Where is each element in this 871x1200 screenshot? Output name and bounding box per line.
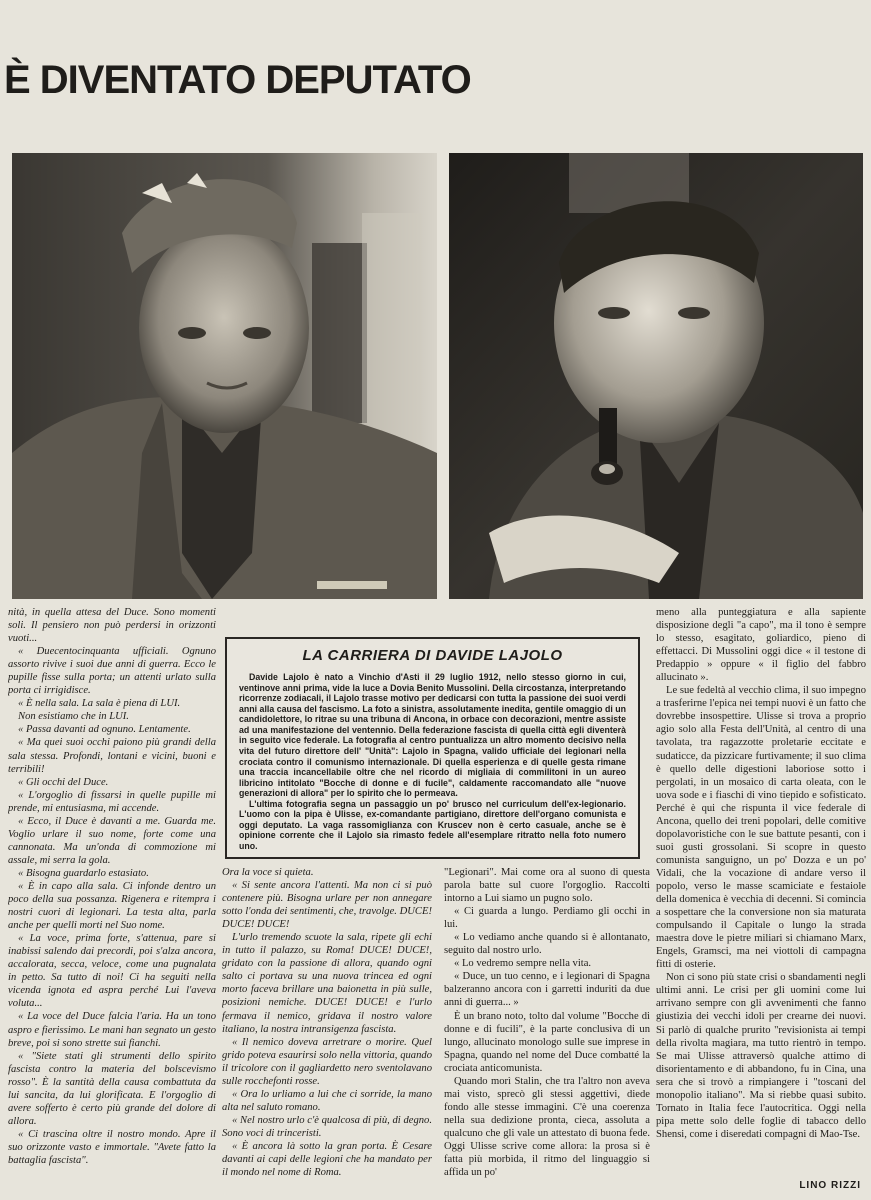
article-paragraph: « Il nemico doveva arretrare o morire. Quel grido poteva esaurirsi solo nella vittoria, quando il tricolore con il gagliardetto nero sventolavano sulle rocchefonti rosse.: [222, 1036, 432, 1087]
article-paragraph: « Ma quei suoi occhi paiono più grandi della sala stessa. Profondi, lontani e vicini, buoni e terribili!: [8, 737, 216, 775]
box-paragraph: L'ultima fotografia segna un passaggio un po' brusco nel curriculum dell'ex-legionario. L'uomo con la pipa è Ulisse, ex-comandante partigiano, direttore dell'organo comunista e oggi deputato. La vaga rassomiglianza con Kruscev non è certo casuale, anche se è opinione corrente che il Lajolo sia rimasto fedele all'esemplare ritratto nella foto numero uno.: [239, 798, 626, 851]
man-with-pipe-image: [449, 153, 863, 599]
soldier-portrait-image: [12, 153, 437, 599]
article-paragraph: « È nella sala. La sala è piena di LUI.: [18, 698, 181, 710]
box-text: [239, 672, 626, 852]
article-paragraph: L'urlo tremendo scuote la sala, ripete gli echi in tutto il palazzo, su Roma! DUCE! DUCE!, gridato con la passione di allora, quando ogni salto ci portava su una nuova trincea ed ogni morto faceva brillare una baionetta in più sulle, posizioni nemiche. DUCE! DUCE! e l'urlo fermava il nemico, gridava il nostro valore italiano, la nostra intransigenza fascista.: [222, 932, 432, 1035]
box-title: LA CARRIERA DI DAVIDE LAJOLO: [302, 647, 563, 664]
article-paragraph: « Lo vedremo sempre nella vita.: [454, 958, 592, 970]
article-paragraph: « Nel nostro urlo c'è qualcosa di più, di degno. Sono voci di trinceristi.: [222, 1114, 432, 1139]
article-paragraph: « Ci guarda a lungo. Perdiamo gli occhi in lui.: [444, 906, 650, 931]
article-paragraph: « Ci trascina oltre il nostro mondo. Apre il suo orizzonte vasto e immortale. "Avete fatto la battaglia fascista".: [8, 1128, 216, 1166]
article-paragraph: Ora la voce si quieta.: [222, 867, 314, 878]
article-column-3: [444, 866, 650, 1196]
box-paragraph: Davide Lajolo è nato a Vinchio d'Asti il 29 luglio 1912, nello stesso giorno in cui, ventinove anni prima, vide la luce a Dovia Benito Mussolini. Della circostanza, interpretando ricorrenze zodiacali, il Lajolo trasse motivo per dedicarsi con tutta la passione dei suoi verdi anni alla causa del fascismo. La foto a sinistra, assolutamente inedita, gentile omaggio di un candidolettore, lo ritrae su una tribuna di Ancona, in orbace con decorazioni, mentre assiste ad una manifestazione del ventennio. Della federazione fascista di quella città egli diventerà in seguito vice federale. La fotografia al centro puntualizza un altro momento decisivo nella vita del futuro direttore dell' "Unità": Lajolo in Spagna, valido ufficiale dei legionari nella crociata contro il comunismo internazionale. Di quella esperienza e di quelle gesta rimane una traccia incancellabile oltre che nel ricordo di migliaia di commilitoni in un aureo libricino intitolato "Bocche di donne e di fucile", caldamente raccomandato alle "nuove generazioni di allora" per lo spirito che lo permeava.: [239, 672, 626, 799]
man-with-pipe-photo: [449, 153, 863, 599]
author-byline: LINO RIZZI: [799, 1180, 861, 1191]
article-paragraph: « Duecentocinquanta ufficiali. Ognuno assorto rivive i suoi due anni di guerra. Ecco le pupille fisse sulla porta; un attenti urlato sulla porta ci irrigidisce.: [8, 646, 216, 697]
article-paragraph: « Duce, un tuo cenno, e i legionari di Spagna balzeranno ancora con i garretti induriti da due anni di guerra... »: [444, 971, 650, 1009]
article-paragraph: « La voce, prima forte, s'attenua, pare si inabissi salendo dai precordi, poi s'alza ancora, accalorata, secca, veloce, come una pugnalata in petto. Sa tutto di noi! Ci ha seguiti nella vicenda ignota ed aspra perché Lui l'aveva voluta...: [8, 933, 216, 1010]
article-column-2: [222, 866, 432, 1196]
article-paragraph: Non ci sono più state crisi o sbandamenti negli ultimi anni. Le crisi per gli uomini come lui arrivano sempre con gli avvenimenti che fanno giustizia dei vecchi idoli per crearne dei nuovi. Si parlò di qualche prurito "revisionista ai tempi della rivolta magiara, ma tutto rientrò in tempo. Se mai Ulisse attraversò qualche attimo di disorientamento e di abbandono, fu in Cina, una sera che si trovò a rimpiangere i "toscani del monopolio italiano". Ma si riebbe quasi subito. Tornato in Italia fece l'autocritica. Oggi nella pipa mette solo delle foglie di tabacco dello Shensi, come i diseredati compagni di Mao-Tse.: [656, 972, 866, 1140]
article-paragraph: « È ancora là sotto la gran porta. È Cesare davanti ai capi delle legioni che ha mandato per il mondo nel nome di Roma.: [222, 1140, 432, 1179]
article-paragraph: « Gli occhi del Duce.: [18, 776, 109, 788]
article-paragraph: nità, in quella attesa del Duce. Sono momenti soli. Il pensiero non può perdersi in orizzonti vuoti...: [8, 607, 216, 645]
article-paragraph: « Lo vediamo anche quando si è allontanato, seguito dal nostro urlo.: [444, 932, 650, 957]
article-paragraph: È un brano noto, tolto dal volume "Bocche di donne e di fucili", è la parte conclusiva di un lungo, allucinato monologo sulle sue imprese in Spagna, quando nel nome del Duce combatté la crociata anticomunista.: [444, 1010, 650, 1074]
article-paragraph: « Passa davanti ad ognuno. Lentamente.: [18, 724, 191, 736]
article-paragraph: "Legionari". Mai come ora al suono di questa parola batte sul cuore l'orgoglio. Raccolti intorno a Lui siamo un pugno solo.: [444, 867, 650, 905]
article-paragraph: « "Siete stati gli strumenti dello spirito fascista contro la materia del bolscevismo rosso". È la santità della causa combattuta da lui sancita, da lui glorificata. E l'orgoglio di avere sofferto è certo più grande del dolore di allora.: [8, 1050, 216, 1127]
article-paragraph: Quando morì Stalin, che tra l'altro non aveva mai visto, sprecò gli stessi aggettivi, diede fondo alle stesse immagini. C'è una coerenza nella sua dedizione pronta, cieca, assoluta a qualcuno che gli vale un attestato di buona fede. Oggi Ulisse scrive come allora: la prosa si è fatta più morbida, il ritmo del linguaggio si affida un po': [444, 1075, 650, 1179]
article-paragraph: Le sue fedeltà al vecchio clima, il suo impegno a trasferirne l'epica nei tempi nuovi è un fatto che dovrebbe insospettire. Ulisse si trova a proprio agio solo alla Festa dell'Unità, al centro di una tavolata, tra ragazzotte proletarie eccitate e sudaticce, da pizzicare furtivamente; il suo clima è quello delle digestioni laboriose sotto i pergolati, in un mosaico di carta oleata, con le uova sode e i fiaschi di vino tiepido e sofisticato. Perché è qui che rispunta il vice federale di Ancona, quello dei treni popolari, delle comitive dopolavoristiche con le sue battute pesanti, con i suoi gusti grossolani. Si scopre in questo comunista sanguigno, un po' Dozza e un po' Vidali, che la vocazione di andare verso il popolo, verso le masse scamiciate e festaiole della domenica è vecchia di decenni. Si comincia a sospettare che la conversione non sia maturata compulsando il Capitale o lungo la strada maestra dove le pietre miliari si chiamano Marx, Engels, Gramsci, ma nei viottoli di campagna fitti di osterie.: [656, 685, 866, 971]
article-column-4: [656, 606, 866, 1178]
article-paragraph: meno alla punteggiatura e alla sapiente disposizione degli "a capo", ma il tono è sempre lo stesso, esagitato, goliardico, pieno di effettacci. Di Mussolini oggi dice « il testone di Predappio » oppure « il figlio del fabbro allucinato ».: [656, 607, 866, 684]
article-paragraph: « Ecco, il Duce è davanti a me. Guarda me. Voglio urlare il suo nome, forte come una cannonata. Ma un'onda di commozione mi assale, mi serra la gola.: [8, 815, 216, 866]
article-paragraph: « Ora lo urliamo a lui che ci sorride, la mano alta nel saluto romano.: [222, 1088, 432, 1113]
career-box: [225, 637, 640, 859]
article-paragraph: « L'orgoglio di fissarsi in quelle pupille mi prende, mi entusiasma, mi accende.: [8, 789, 216, 814]
headline: È DIVENTATO DEPUTATO: [4, 58, 471, 102]
article-paragraph: « È in capo alla sala. Ci infonde dentro un poco della sua possanza. Rigenera e ritempra i nostri cuori di legionari. La testa alta, parla anche per quelli morti nel Suo nome.: [8, 880, 216, 932]
article-paragraph: « Bisogna guardarlo estasiato.: [18, 867, 149, 879]
article-paragraph: « Si sente ancora l'attenti. Ma non ci si può contenere più. Bisogna urlare per non annegare sotto l'onda dei sentimenti, che, travolge. DUCE! DUCE! DUCE!: [222, 880, 432, 931]
article-column-1: [8, 606, 216, 1194]
article-paragraph: Non esistiamo che in LUI.: [18, 711, 129, 723]
article-paragraph: « La voce del Duce falcia l'aria. Ha un tono aspro e fierissimo. Le mani han segnato un gesto breve, poi si sono strette sui fianchi.: [8, 1011, 216, 1049]
soldier-portrait-photo: [12, 153, 437, 599]
